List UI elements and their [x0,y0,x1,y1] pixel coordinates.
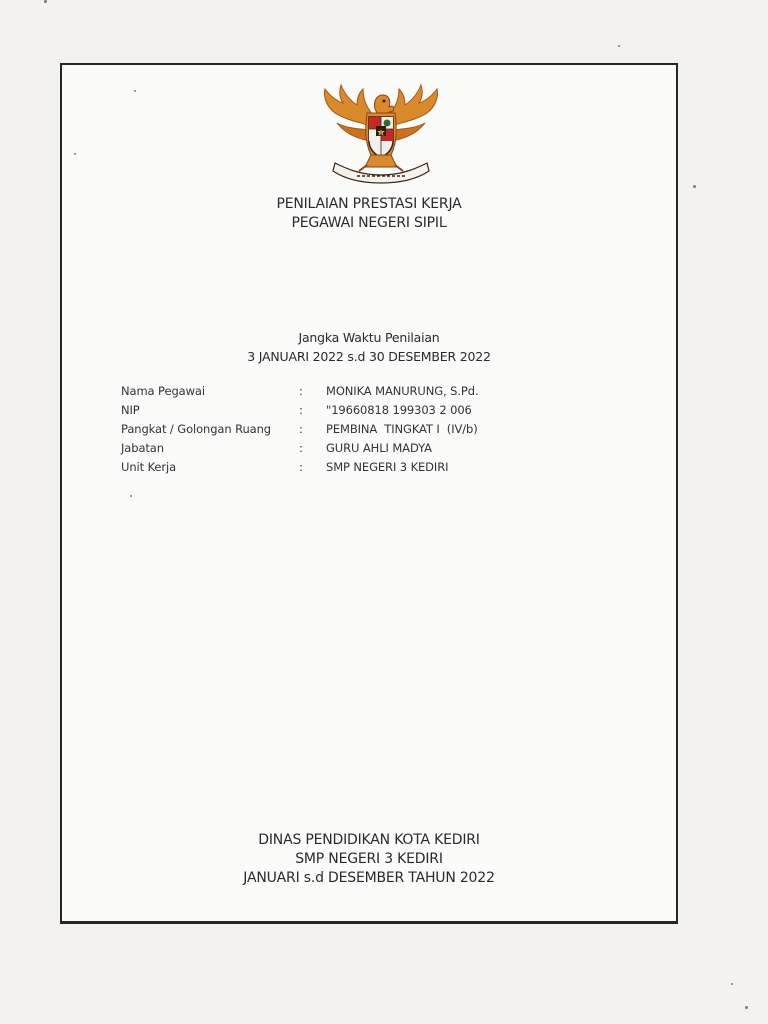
field-value: "19660818 199303 2 006 [326,403,472,417]
field-label: Nama Pegawai [121,384,205,398]
title-line-2: PEGAWAI NEGERI SIPIL [291,215,447,231]
field-value: SMP NEGERI 3 KEDIRI [326,460,449,474]
assessment-period [62,328,676,366]
field-separator: : [299,422,303,436]
field-separator: : [299,460,303,474]
field-separator: : [299,441,303,455]
period-label: Jangka Waktu Penilaian [298,330,440,345]
field-label: Unit Kerja [121,460,177,474]
document-border [60,63,678,924]
info-row-unit [121,458,479,477]
footer-line-2: SMP NEGERI 3 KEDIRI [295,851,443,867]
footer-line-1: DINAS PENDIDIKAN KOTA KEDIRI [258,832,480,848]
field-label: Pangkat / Golongan Ruang [121,422,272,436]
info-row-position [121,439,479,458]
footer-line-3: JANUARI s.d DESEMBER TAHUN 2022 [243,870,495,886]
scan-speck [618,45,620,47]
info-row-name [121,382,479,401]
field-value: GURU AHLI MADYA [326,441,432,455]
garuda-pancasila-icon [317,83,445,185]
scan-speck [731,983,733,985]
info-row-rank [121,420,479,439]
title-line-1: PENILAIAN PRESTASI KERJA [276,196,462,212]
scan-speck [74,153,76,155]
scan-speck [134,90,136,92]
document-title [62,195,676,233]
scan-speck [44,0,47,3]
info-row-nip [121,401,479,420]
employee-info-table [121,382,479,477]
scan-speck [745,1006,748,1009]
document-footer [62,831,676,888]
field-separator: : [299,384,303,398]
field-value: MONIKA MANURUNG, S.Pd. [326,384,479,398]
field-value: PEMBINA TINGKAT I (IV/b) [326,422,478,436]
field-label: NIP [121,403,140,417]
period-value: 3 JANUARI 2022 s.d 30 DESEMBER 2022 [247,349,491,364]
field-separator: : [299,403,303,417]
scan-speck [693,185,696,188]
scan-speck [130,495,132,497]
field-label: Jabatan [121,441,164,455]
